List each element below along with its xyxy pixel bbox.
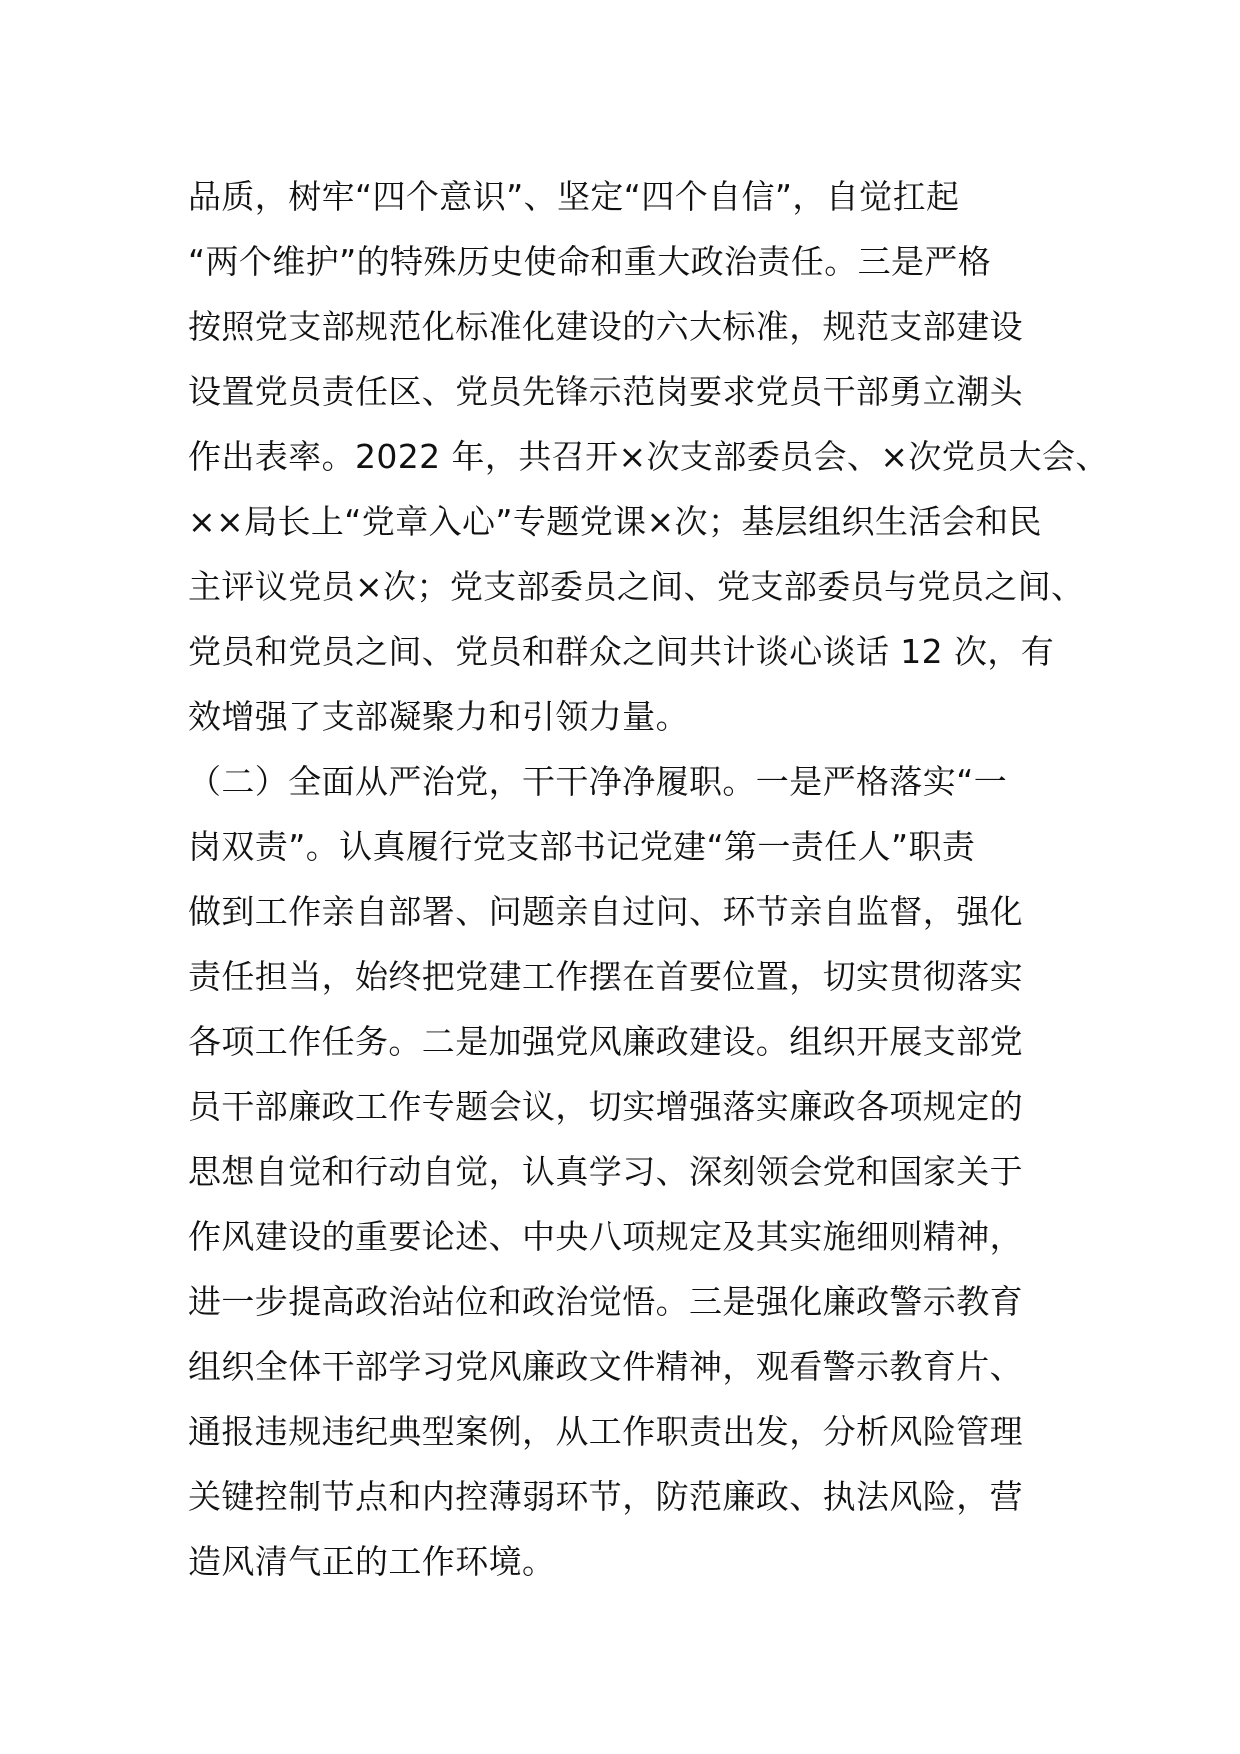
text-line-6: ××局长上“党章入心”专题党课×次；基层组织生活会和民 bbox=[188, 502, 1042, 541]
text-line-11: 岗双责”。认真履行党支部书记党建“第一责任人”职责 bbox=[188, 827, 976, 866]
text-line-17: 作风建设的重要论述、中央八项规定及其实施细则精神， bbox=[188, 1217, 1023, 1256]
text-line-8: 党员和党员之间、党员和群众之间共计谈心谈话 12 次，有 bbox=[188, 632, 1055, 671]
text-line-12: 做到工作亲自部署、问题亲自过问、环节亲自监督，强化 bbox=[188, 892, 1023, 931]
text-line-2: “两个维护”的特殊历史使命和重大政治责任。三是严格 bbox=[188, 242, 992, 281]
text-line-4: 设置党员责任区、党员先锋示范岗要求党员干部勇立潮头 bbox=[188, 372, 1023, 411]
text-line-7: 主评议党员×次；党支部委员之间、党支部委员与党员之间、 bbox=[188, 567, 1085, 606]
text-line-21: 关键控制节点和内控薄弱环节，防范廉政、执法风险，营 bbox=[188, 1477, 1023, 1516]
text-line-18: 进一步提高政治站位和政治觉悟。三是强化廉政警示教育 bbox=[188, 1282, 1023, 1321]
text-line-16: 思想自觉和行动自觉，认真学习、深刻领会党和国家关于 bbox=[188, 1152, 1023, 1191]
text-line-14: 各项工作任务。二是加强党风廉政建设。组织开展支部党 bbox=[188, 1022, 1023, 1061]
text-line-9: 效增强了支部凝聚力和引领力量。 bbox=[188, 697, 689, 736]
text-line-22: 造风清气正的工作环境。 bbox=[188, 1542, 556, 1581]
text-line-1: 品质，树牢“四个意识”、坚定“四个自信”，自觉扛起 bbox=[188, 177, 960, 216]
section-heading-line: （二）全面从严治党，干干净净履职。一是严格落实“一 bbox=[188, 762, 1008, 801]
text-line-15: 员干部廉政工作专题会议，切实增强落实廉政各项规定的 bbox=[188, 1087, 1023, 1126]
text-line-19: 组织全体干部学习党风廉政文件精神，观看警示教育片、 bbox=[188, 1347, 1023, 1386]
text-line-5: 作出表率。2022 年，共召开×次支部委员会、×次党员大会、 bbox=[188, 437, 1109, 476]
text-line-3: 按照党支部规范化标准化建设的六大标准，规范支部建设 bbox=[188, 307, 1023, 346]
text-line-20: 通报违规违纪典型案例，从工作职责出发，分析风险管理 bbox=[188, 1412, 1023, 1451]
body-text bbox=[188, 164, 1109, 1594]
text-line-13: 责任担当，始终把党建工作摆在首要位置，切实贯彻落实 bbox=[188, 957, 1023, 996]
